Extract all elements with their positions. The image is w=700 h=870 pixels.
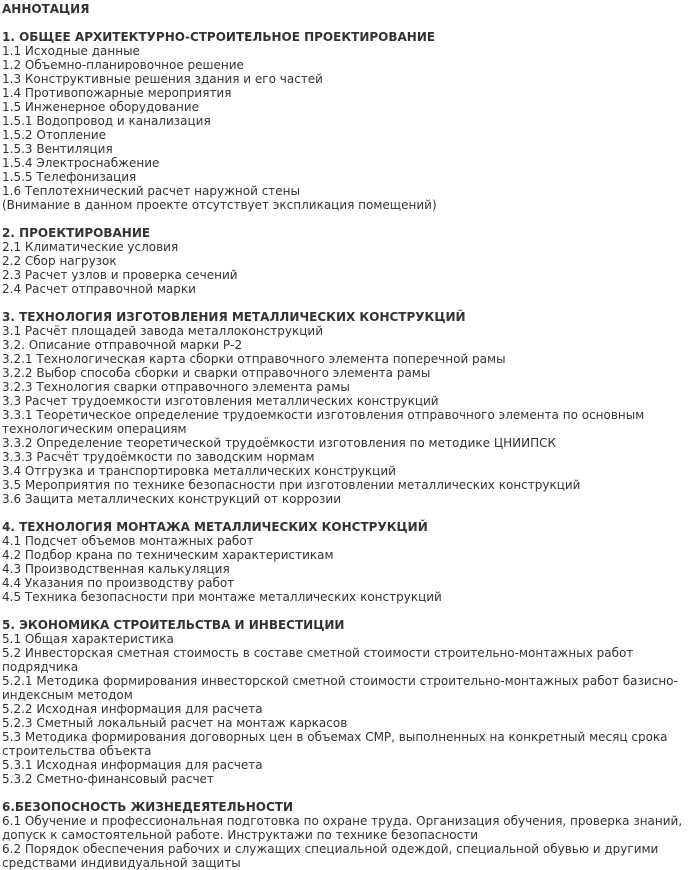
toc-item: 1.5.1 Водопровод и канализация [2, 114, 211, 128]
toc-item: 3.6 Защита металлических конструкций от коррозии [2, 492, 342, 506]
toc-item: 4.2 Подбор крана по техническим характеристикам [2, 548, 334, 562]
toc-item: 3.2.1 Технологическая карта сборки отправочного элемента поперечной рамы [2, 352, 506, 366]
toc-item: 3.5 Мероприятия по технике безопасности при изготовлении металлических конструкций [2, 478, 581, 492]
toc-item: 1.5.5 Телефонизация [2, 170, 137, 184]
toc-item: 1.2 Объемно-планировочное решение [2, 58, 244, 72]
toc-item: 3.2.3 Технология сварки отправочного элемента рамы [2, 380, 350, 394]
toc-item: 3.4 Отгрузка и транспортировка металлических конструкций [2, 464, 396, 478]
toc-item: 1.5.4 Электроснабжение [2, 156, 160, 170]
section-heading: 1. ОБЩЕЕ АРХИТЕКТУРНО-СТРОИТЕЛЬНОЕ ПРОЕКТИРОВАНИЕ [2, 30, 436, 44]
toc-item: 1.5 Инженерное оборудование [2, 100, 200, 114]
toc-item: 1.4 Противопожарные мероприятия [2, 86, 232, 100]
toc-item: 1.5.2 Отопление [2, 128, 107, 142]
toc-item: 5.2.2 Исходная информация для расчета [2, 702, 263, 716]
toc-item: 5.3.1 Исходная информация для расчета [2, 758, 263, 772]
toc-item: 1.3 Конструктивные решения здания и его частей [2, 72, 323, 86]
toc-note: (Внимание в данном проекте отсутствует экспликация помещений) [2, 198, 437, 212]
toc-item: 3.1 Расчёт площадей завода металлоконструкций [2, 324, 323, 338]
toc-item: 1.1 Исходные данные [2, 44, 140, 58]
toc-item: 1.5.3 Вентиляция [2, 142, 113, 156]
toc-item: 2.1 Климатические условия [2, 240, 179, 254]
toc-item: 4.5 Техника безопасности при монтаже металлических конструкций [2, 590, 442, 604]
toc-item: 2.2 Сбор нагрузок [2, 254, 117, 268]
toc-item: 3.3.1 Теоретическое определение трудоемкости изготовления отправочного элемента по основным технологическим операциям [2, 408, 645, 436]
section-6 [2, 800, 692, 870]
toc-item: 4.4 Указания по производству работ [2, 576, 235, 590]
section-heading: 2. ПРОЕКТИРОВАНИЕ [2, 226, 151, 240]
toc-item: 5.2.1 Методика формирования инвесторской сметной стоимости строительно-монтажных работ базисно-индексным методом [2, 674, 678, 702]
toc-item: 4.1 Подсчет объемов монтажных работ [2, 534, 254, 548]
toc-item: 5.3.2 Сметно-финансовый расчет [2, 772, 214, 786]
document-title: АННОТАЦИЯ [2, 2, 90, 16]
toc-item: 6.2 Порядок обеспечения рабочих и служащих специальной одеждой, специальной обувью и другими средствами индивидуальной защиты [2, 842, 659, 870]
section-4 [2, 520, 692, 604]
toc-item: 3.3.3 Расчёт трудоёмкости по заводским нормам [2, 450, 315, 464]
toc-item: 5.2.3 Сметный локальный расчет на монтаж каркасов [2, 716, 348, 730]
section-2 [2, 226, 692, 296]
toc-item: 1.6 Теплотехнический расчет наружной стены [2, 184, 300, 198]
section-5 [2, 618, 692, 786]
toc-item: 5.2 Инвесторская сметная стоимость в составе сметной стоимости строительно-монтажных работ подрядчика [2, 646, 634, 674]
section-heading: 4. ТЕХНОЛОГИЯ МОНТАЖА МЕТАЛЛИЧЕСКИХ КОНСТРУКЦИЙ [2, 520, 428, 534]
section-heading: 6.БЕЗОПОСНОСТЬ ЖИЗНЕДЕЯТЕЛЬНОСТИ [2, 800, 293, 814]
toc-item: 3.3.2 Определение теоретической трудоёмкости изготовления по методике ЦНИИПСК [2, 436, 557, 450]
toc-item: 6.1 Обучение и профессиональная подготовка по охране труда. Организация обучения, проверка знаний, допуск к самостоятельной работе. Инструктажи по технике безопасности [2, 814, 683, 842]
toc-item: 5.1 Общая характеристика [2, 632, 174, 646]
toc-item: 3.2.2 Выбор способа сборки и сварки отправочного элемента рамы [2, 366, 431, 380]
toc-item: 3.3 Расчет трудоемкости изготовления металлических конструкций [2, 394, 439, 408]
toc-item: 5.3 Методика формирования договорных цен в объемах СМР, выполненных на конкретный месяц срока строительства объекта [2, 730, 668, 758]
toc-item: 4.3 Производственная калькуляция [2, 562, 230, 576]
section-3 [2, 310, 692, 506]
toc-item: 3.2. Описание отправочной марки Р-2 [2, 338, 243, 352]
section-heading: 3. ТЕХНОЛОГИЯ ИЗГОТОВЛЕНИЯ МЕТАЛЛИЧЕСКИХ КОНСТРУКЦИЙ [2, 310, 466, 324]
toc-item: 2.3 Расчет узлов и проверка сечений [2, 268, 238, 282]
section-heading: 5. ЭКОНОМИКА СТРОИТЕЛЬСТВА И ИНВЕСТИЦИИ [2, 618, 345, 632]
section-1 [2, 30, 692, 212]
toc-item: 2.4 Расчет отправочной марки [2, 282, 196, 296]
